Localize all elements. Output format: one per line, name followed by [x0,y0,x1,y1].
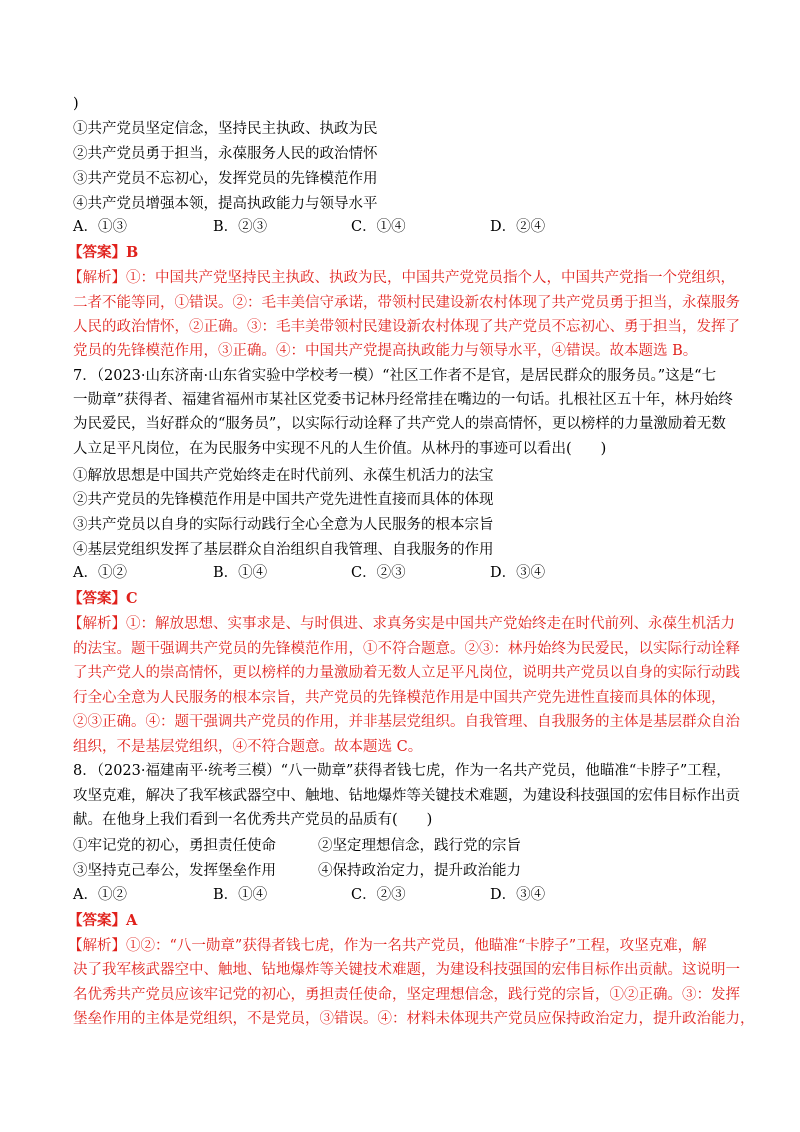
q8-item-3: ③坚持克己奉公，发挥堡垒作用 [73,863,276,879]
q6-item-3: ③共产党员不忘初心，发挥党员的先锋模范作用 [73,171,378,187]
q7-stem-line-1: 7．（2023·山东济南·山东省实验中学校考一模）“社区工作者不是官，是居民群众的服务员。”这是“七 [73,368,717,384]
q7-analysis-line-5: ②③正确。④：题干强调共产党员的作用，并非基层党组织。自我管理、自我服务的主体是基层群众自治 [73,714,740,730]
q7-analysis-line-4: 行全心全意为人民服务的根本宗旨，共产党员的先锋模范作用是中国共产党先进性直接而具体的体现， [73,690,726,706]
q7-option-c: C．②③ [351,565,406,581]
q6-analysis-line-2: 二者不能等同，①错误。②：毛丰美信守承诺，带领村民建设新农村体现了共产党员勇于担当，永葆服务 [73,295,740,311]
q7-analysis-line-2: 的法宝。题干强调共产党员的先锋模范作用，①不符合题意。②③：林丹始终为民爱民，以实际行动诠释 [73,641,740,657]
q7-item-4: ④基层党组织发挥了基层群众自治组织自我管理、自我服务的作用 [73,542,494,558]
q6-option-a: A．①③ [73,219,127,235]
q8-analysis-line-3: 名优秀共产党员应该牢记党的初心，勇担责任使命，坚定理想信念，践行党的宗旨，①②正确。③：发挥 [73,987,740,1003]
q6-option-c: C．①④ [351,219,406,235]
q8-option-a: A．①② [73,887,127,903]
q6-analysis-line-1: 【解析】①：中国共产党坚持民主执政、执政为民，中国共产党党员指个人，中国共产党指一个党组织， [68,270,735,286]
q6-answer: 【答案】B [68,244,139,261]
q6-analysis-line-4: 党员的先锋模范作用，③正确。④：中国共产党提高执政能力与领导水平，④错误。故本题选 B。 [73,343,698,359]
q7-stem-line-2: 一勋章”获得者、福建省福州市某社区党委书记林丹经常挂在嘴边的一句话。扎根社区五十年，林丹始终 [73,392,733,408]
q8-stem-line-2: 攻坚克难，解决了我军核武器空中、触地、钻地爆炸等关键技术难题，为建设科技强国的宏伟目标作出贡 [73,788,740,804]
q7-option-b: B．①④ [213,565,268,581]
q7-item-1: ①解放思想是中国共产党始终走在时代前列、永葆生机活力的法宝 [73,468,494,484]
q6-option-d: D．②④ [490,219,546,235]
q7-option-d: D．③④ [490,565,546,581]
q7-answer: 【答案】C [68,590,138,607]
q6-analysis-line-3: 人民的政治情怀，②正确。③：毛丰美带领村民建设新农村体现了共产党员不忘初心、勇于担当，发挥了 [73,319,740,335]
q8-item-1: ①牢记党的初心，勇担责任使命 [73,838,276,854]
q6-option-b: B．②③ [213,219,268,235]
q7-analysis-line-1: 【解析】①：解放思想、实事求是、与时俱进、求真务实是中国共产党始终走在时代前列、永葆生机活力 [68,616,735,632]
q8-stem-line-3: 献。在他身上我们看到一名优秀共产党员的品质有( ) [73,812,433,828]
q6-item-4: ④共产党员增强本领，提高执政能力与领导水平 [73,196,378,212]
q7-stem-line-3: 为民爱民，当好群众的“服务员”，以实际行动诠释了共产党人的崇高情怀，更以榜样的力量激励着无数 [73,416,726,432]
q8-option-b: B．①④ [213,887,268,903]
q6-item-1: ①共产党员坚定信念，坚持民主执政、执政为民 [73,121,378,137]
q8-analysis-line-2: 决了我军核武器空中、触地、钻地爆炸等关键技术难题，为建设科技强国的宏伟目标作出贡献。这说明一 [73,962,740,978]
q7-item-3: ③共产党员以自身的实际行动践行全心全意为人民服务的根本宗旨 [73,517,494,533]
q8-option-c: C．②③ [351,887,406,903]
q8-item-4: ④保持政治定力，提升政治能力 [318,863,521,879]
q8-analysis-line-1: 【解析】①②：“八一勋章”获得者钱七虎，作为一名共产党员，他瞄准“卡脖子”工程，攻坚克难，解 [68,938,707,954]
q8-answer: 【答案】A [68,912,138,929]
q8-analysis-line-4: 堡垒作用的主体是党组织，不是党员，③错误。④：材料未体现共产党员应保持政治定力，提升政治能力， [73,1011,755,1027]
q7-analysis-line-3: 了共产党人的崇高情怀，更以榜样的力量激励着无数人立足平凡岗位，说明共产党员以自身的实际行动践 [73,665,740,681]
q7-option-a: A．①② [73,565,127,581]
q7-stem-line-4: 人立足平凡岗位，在为民服务中实现不凡的人生价值。从林丹的事迹可以看出( ) [73,441,607,457]
q7-item-2: ②共产党员的先锋模范作用是中国共产党先进性直接而具体的体现 [73,492,494,508]
q8-option-d: D．③④ [490,887,546,903]
q8-stem-line-1: 8．（2023·福建南平·统考三模）“八一勋章”获得者钱七虎，作为一名共产党员，他瞄准“卡脖子”工程， [73,763,731,779]
q6-item-2: ②共产党员勇于担当，永葆服务人民的政治情怀 [73,146,378,162]
q8-item-2: ②坚定理想信念，践行党的宗旨 [318,838,521,854]
q6-stem-tail: ) [73,96,79,112]
q7-analysis-line-6: 组织，不是基层党组织，④不符合题意。故本题选 C。 [73,739,423,755]
